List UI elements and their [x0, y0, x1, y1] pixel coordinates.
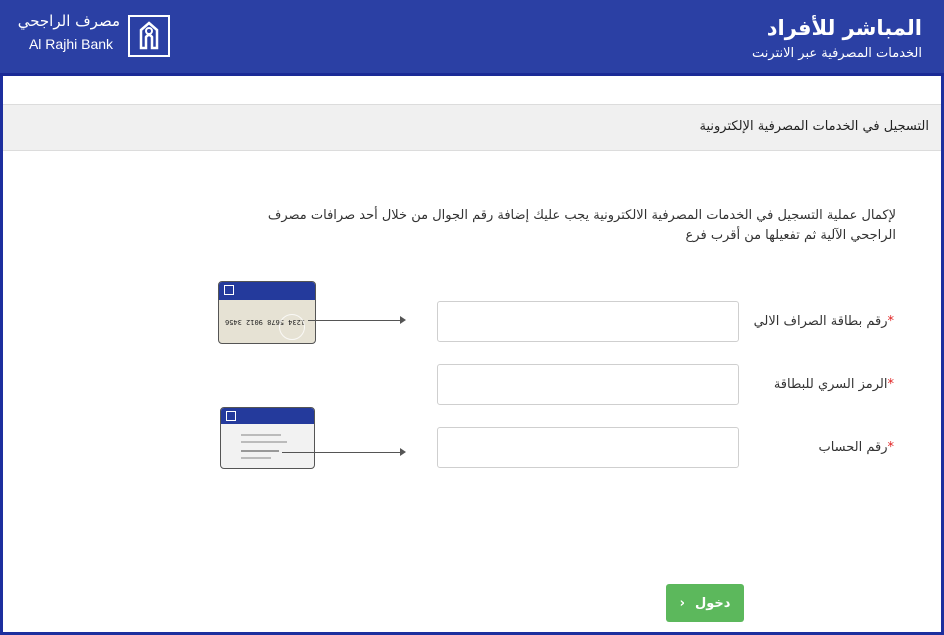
account-number-arrow-line: [282, 452, 400, 453]
account-number-input[interactable]: [437, 427, 739, 468]
arrow-right-icon: [400, 316, 406, 324]
bank-name-english: Al Rajhi Bank: [28, 36, 114, 52]
atm-card-front-image: [218, 281, 316, 344]
card-back-text-line: [241, 434, 281, 436]
bank-logo-icon: [128, 15, 170, 57]
card-number-label: [754, 314, 894, 329]
account-number-label: [818, 440, 894, 455]
required-mark: *: [887, 377, 894, 392]
required-mark: *: [887, 440, 894, 455]
section-bar: [3, 104, 941, 151]
pin-input[interactable]: [437, 364, 739, 405]
arrow-right-icon: [400, 448, 406, 456]
atm-card-back-image: [220, 407, 315, 469]
chevron-right-icon: ›: [679, 595, 685, 611]
card-number-arrow-line: [308, 320, 400, 321]
card-number-input[interactable]: [437, 301, 739, 342]
bank-name-arabic: مصرف الراجحي: [17, 12, 120, 30]
section-title: التسجيل في الخدمات المصرفية الإلكترونية: [699, 119, 929, 134]
pin-label-text: الرمز السري للبطاقة: [773, 377, 888, 392]
card-back-account-line: [241, 450, 279, 452]
card-back-text-line: [241, 457, 271, 459]
card-back-text-line: [241, 441, 287, 443]
card-back-logo-icon: [226, 411, 236, 421]
card-logo-icon: [224, 285, 234, 295]
app-subtitle: الخدمات المصرفية عبر الانترنت: [752, 46, 922, 61]
account-number-label-text: رقم الحساب: [818, 440, 888, 455]
login-button-label: دخول: [694, 595, 731, 611]
app-title: المباشر للأفراد: [766, 16, 922, 40]
login-button[interactable]: [666, 584, 744, 622]
pin-label: [774, 377, 894, 392]
card-number-printed: 1234 5678 9012 3456: [225, 318, 306, 326]
card-number-label-text: رقم بطاقة الصراف الالي: [753, 314, 888, 329]
required-mark: *: [887, 314, 894, 329]
card-watermark-icon: [279, 314, 305, 340]
instructions-text: لإكمال عملية التسجيل في الخدمات المصرفية الالكترونية يجب عليك إضافة رقم الجوال من خلال أحد صرافات مصرف الراجحي الآلية ثم تفعيلها من أقرب فرع: [267, 208, 896, 243]
header: [0, 0, 944, 76]
